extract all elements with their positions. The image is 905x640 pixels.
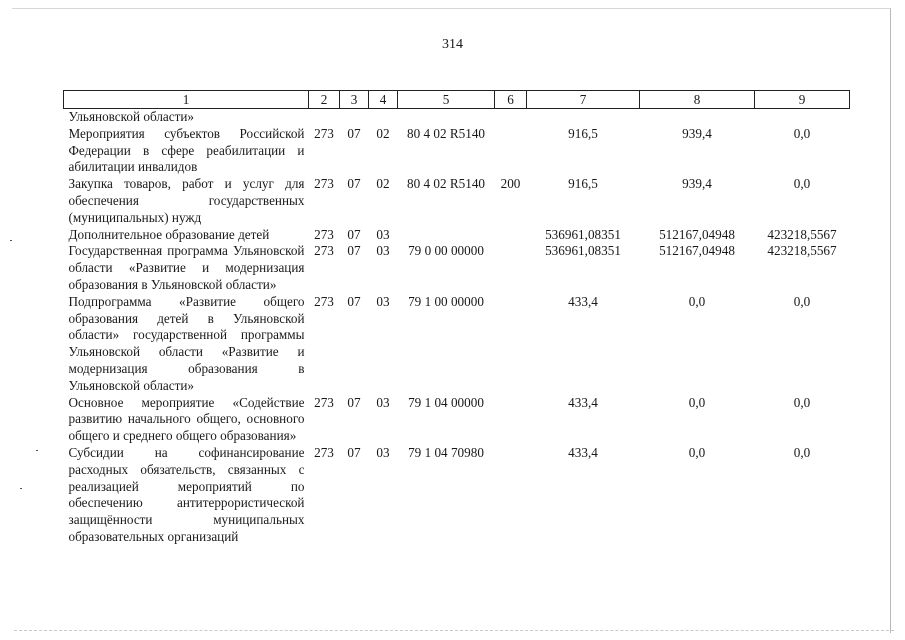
row-ministry-code: 273 (314, 176, 334, 192)
row-section-code: 07 (347, 394, 361, 410)
row-expense-type (495, 227, 527, 244)
row-subsection-code: 03 (376, 293, 390, 309)
row-target-article: 80 4 02 R5140 (406, 176, 486, 192)
row-name: Субсидии на софинансирование расходных обязательств, связанных с реализацией мероприятий по обеспечению антитеррористической защищённости муниципальных образовательных организаций (68, 444, 305, 544)
row-ministry-code: 273 (314, 226, 334, 242)
row-expense-type (495, 243, 527, 293)
header-col-2: 2 (309, 91, 340, 109)
row-subsection-code: 02 (376, 125, 390, 141)
row-amount-col7: 916,5 (568, 176, 598, 192)
row-target-article: 79 1 04 70980 (408, 444, 484, 460)
scan-speck (20, 488, 22, 489)
table-row (64, 243, 850, 293)
row-target-article (398, 227, 495, 244)
row-name: Подпрограмма «Развитие общего образования детей в Ульяновской области» государственной программы Ульяновской области «Развитие и модернизация образования в Ульяновской области» (68, 293, 305, 393)
row-amount-col8: 0,0 (688, 444, 706, 460)
row-amount-col9: 0,0 (793, 176, 811, 192)
row-target-article: 79 0 00 00000 (408, 243, 484, 259)
row-amount-col7 (527, 109, 640, 126)
table-row (64, 109, 850, 126)
row-ministry-code: 273 (314, 125, 334, 141)
scan-speck (36, 450, 38, 451)
row-amount-col8: 939,4 (682, 125, 712, 141)
scan-speck (10, 240, 12, 241)
row-amount-col9 (755, 109, 850, 126)
row-name: Мероприятия субъектов Российской Федерации в сфере реабилитации и абилитации инвалидов (68, 125, 305, 175)
header-row (64, 91, 850, 109)
row-section-code: 07 (347, 444, 361, 460)
row-section-code: 07 (347, 176, 361, 192)
row-amount-col9: 423218,5567 (767, 243, 837, 259)
row-amount-col7: 916,5 (568, 125, 598, 141)
header-col-4: 4 (369, 91, 398, 109)
row-amount-col7: 433,4 (568, 293, 598, 309)
row-ministry-code: 273 (314, 243, 334, 259)
row-subsection-code: 03 (376, 243, 390, 259)
row-expense-type (495, 445, 527, 546)
row-amount-col7: 433,4 (568, 444, 598, 460)
page-number: 314 (442, 37, 463, 52)
table-row (64, 395, 850, 445)
row-ministry-code: 273 (314, 293, 334, 309)
row-target-article: 80 4 02 R5140 (406, 125, 486, 141)
row-ministry-code (309, 109, 340, 126)
row-target-article (398, 109, 495, 126)
row-amount-col9: 0,0 (793, 293, 811, 309)
table-row (64, 227, 850, 244)
row-section-code: 07 (347, 243, 361, 259)
row-name: Государственная программа Ульяновской области «Развитие и модернизация образования в Ульяновской области» (68, 243, 305, 292)
row-expense-type (495, 109, 527, 126)
header-col-5: 5 (398, 91, 495, 109)
row-expense-type (495, 395, 527, 445)
row-name: Закупка товаров, работ и услуг для обеспечения государственных (муниципальных) нужд (68, 176, 305, 225)
table-row (64, 294, 850, 395)
header-col-6: 6 (495, 91, 527, 109)
row-target-article: 79 1 04 00000 (408, 394, 484, 410)
row-amount-col7: 433,4 (568, 394, 598, 410)
row-ministry-code: 273 (314, 394, 334, 410)
row-name: Основное мероприятие «Содействие развитию начального общего, основного общего и среднего общего образования» (68, 394, 305, 444)
row-subsection-code: 02 (376, 176, 390, 192)
row-name: Дополнительное образование детей (68, 226, 270, 242)
header-col-3: 3 (340, 91, 369, 109)
row-amount-col9: 0,0 (793, 125, 811, 141)
header-col-8: 8 (640, 91, 755, 109)
row-expense-type (495, 126, 527, 176)
row-expense-type (495, 294, 527, 395)
budget-table (63, 90, 850, 546)
header-col-1: 1 (64, 91, 309, 109)
row-target-article: 79 1 00 00000 (408, 293, 484, 309)
header-col-7: 7 (527, 91, 640, 109)
row-ministry-code: 273 (314, 444, 334, 460)
row-amount-col8: 0,0 (688, 293, 706, 309)
table-header (64, 91, 850, 109)
scan-edge-noise (14, 630, 894, 633)
row-amount-col8: 512167,04948 (659, 243, 735, 259)
row-amount-col8 (640, 109, 755, 126)
row-amount-col7: 536961,08351 (545, 243, 621, 259)
row-amount-col9: 0,0 (793, 394, 811, 410)
row-subsection-code: 03 (376, 394, 390, 410)
table-row (64, 176, 850, 226)
row-amount-col8: 512167,04948 (659, 226, 735, 242)
row-amount-col9: 423218,5567 (767, 226, 837, 242)
table-body (64, 109, 850, 546)
row-subsection-code (369, 109, 398, 126)
row-expense-type: 200 (500, 176, 521, 192)
row-amount-col9: 0,0 (793, 444, 811, 460)
row-subsection-code: 03 (376, 444, 390, 460)
row-amount-col8: 0,0 (688, 394, 706, 410)
row-section-code: 07 (347, 226, 361, 242)
table-row (64, 126, 850, 176)
row-subsection-code: 03 (376, 226, 390, 242)
row-section-code: 07 (347, 293, 361, 309)
header-col-9: 9 (755, 91, 850, 109)
row-name: Ульяновской области» (68, 109, 195, 124)
row-section-code: 07 (347, 125, 361, 141)
row-amount-col8: 939,4 (682, 176, 712, 192)
table-row (64, 445, 850, 546)
row-section-code (340, 109, 369, 126)
row-amount-col7: 536961,08351 (545, 226, 621, 242)
